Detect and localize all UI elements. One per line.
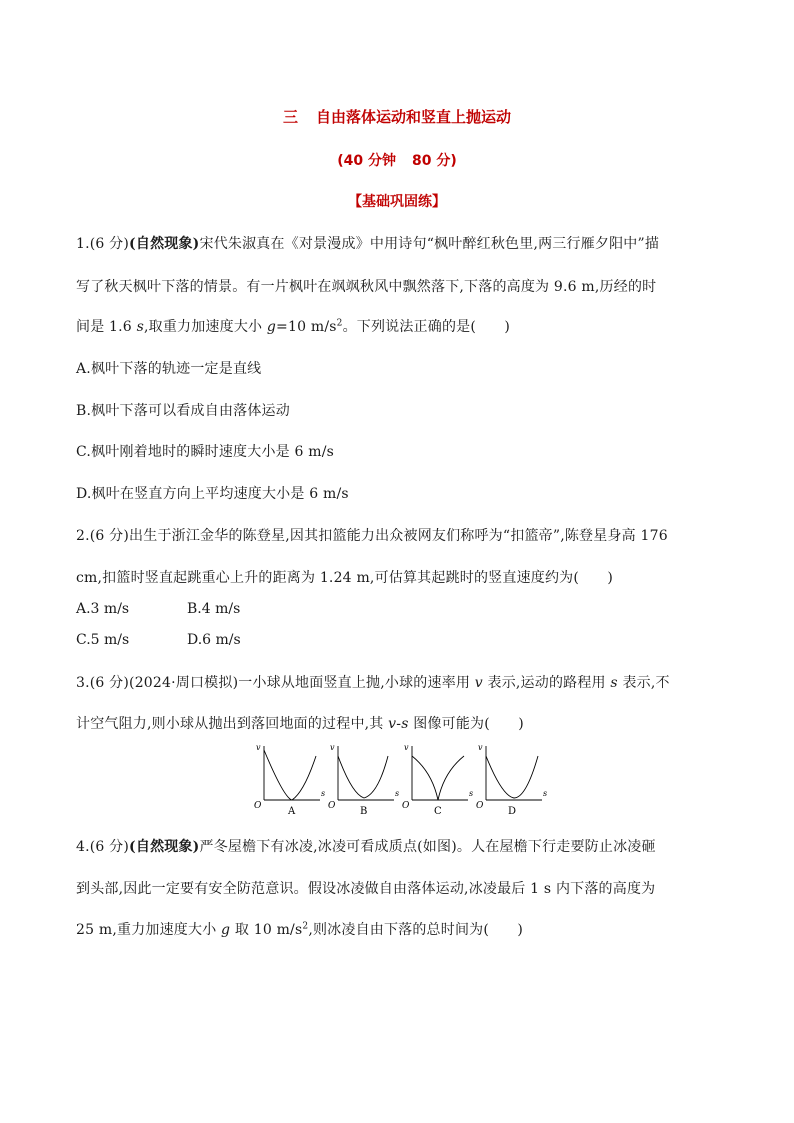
q3-text-1a: 3.(6 分)(2024·周口模拟)一小球从地面竖直上抛,小球的速率用 xyxy=(76,675,475,691)
graph-d-origin: O xyxy=(476,801,484,811)
q3-line-1 xyxy=(76,672,670,692)
graph-a[interactable] xyxy=(254,743,325,817)
graph-c-s-label: s xyxy=(469,789,474,798)
q1-line-3 xyxy=(76,316,510,336)
graph-a-v-label: v xyxy=(256,743,261,752)
graph-a-letter: A xyxy=(288,806,296,817)
q4-tag: (自然现象) xyxy=(129,839,200,855)
q3-text-2a: 计空气阻力,则小球从抛出到落回地面的过程中,其 xyxy=(76,716,389,732)
q1-var-s: s xyxy=(136,319,144,335)
q1-prefix: 1.(6 分) xyxy=(76,236,130,252)
graph-a-curve xyxy=(264,750,316,800)
graph-d-letter: D xyxy=(508,806,517,817)
q1-option-d[interactable]: D.枫叶在竖直方向上平均速度大小是 6 m/s xyxy=(76,486,349,502)
q4-line-2: 到头部,因此一定要有安全防范意识。假设冰凌做自由落体运动,冰凌最后 1 s 内下落的高度为 xyxy=(76,881,656,897)
q1-tag: (自然现象) xyxy=(129,236,200,252)
graph-d-s-label: s xyxy=(543,789,548,798)
total-score: 80 分) xyxy=(412,153,457,169)
graph-b-v-label: v xyxy=(330,743,335,752)
q2-option-a[interactable]: A.3 m/s xyxy=(76,601,130,617)
q3-graphs-svg xyxy=(250,742,550,818)
q3-text-1b: 表示,运动的路程用 xyxy=(482,675,611,691)
graph-b[interactable] xyxy=(328,743,399,817)
time-score-line xyxy=(0,150,794,170)
q1-option-c[interactable]: C.枫叶刚着地时的瞬时速度大小是 6 m/s xyxy=(76,444,335,460)
section-heading: 【基础巩固练】 xyxy=(348,194,446,210)
graph-c-origin: O xyxy=(402,801,410,811)
q1-text-3a: 间是 1.6 xyxy=(76,319,137,335)
q2-line-1: 2.(6 分)出生于浙江金华的陈登星,因其扣篮能力出众被网友们称呼为“扣篮帝”,陈登星身高 176 xyxy=(76,528,668,544)
graph-b-letter: B xyxy=(360,806,368,817)
lesson-title xyxy=(0,106,794,127)
q1-line-2: 写了秋天枫叶下落的情景。有一片枫叶在飒飒秋风中飘然落下,下落的高度为 9.6 m,历经的时 xyxy=(76,279,657,295)
graph-a-s-label: s xyxy=(321,789,326,798)
q3-text-1c: 表示,不 xyxy=(617,675,670,691)
q1-text-3d: 。下列说法正确的是( ) xyxy=(342,319,511,335)
q4-text-3b: 取 10 m/s xyxy=(230,922,303,938)
q4-prefix: 4.(6 分) xyxy=(76,839,130,855)
q3-line-2 xyxy=(76,713,524,733)
time-limit: (40 分钟 xyxy=(337,153,396,169)
graph-c[interactable] xyxy=(402,743,473,817)
q4-line-3 xyxy=(76,919,523,939)
q2-option-d[interactable]: D.6 m/s xyxy=(187,632,241,648)
graph-a-origin: O xyxy=(254,801,262,811)
q1-superscript: 2 xyxy=(336,318,343,329)
q2-option-b[interactable]: B.4 m/s xyxy=(187,601,241,617)
q4-line-1 xyxy=(76,836,656,856)
q4-text-1: 严冬屋檐下有冰凌,冰凌可看成质点(如图)。人在屋檐下行走要防止冰凌砸 xyxy=(199,839,656,855)
q3-var-vs: v-s xyxy=(388,716,409,732)
lesson-title-text: 自由落体运动和竖直上抛运动 xyxy=(316,108,512,126)
q4-superscript: 2 xyxy=(302,921,309,932)
graph-c-curve xyxy=(412,756,464,800)
q1-option-a[interactable]: A.枫叶下落的轨迹一定是直线 xyxy=(76,361,262,377)
lesson-number: 三 xyxy=(282,108,298,126)
graph-b-curve xyxy=(338,756,388,798)
graph-d[interactable] xyxy=(476,743,547,817)
q1-text-3c: =10 m/s xyxy=(276,319,337,335)
graph-b-origin: O xyxy=(328,801,336,811)
q3-var-s: s xyxy=(610,675,618,691)
q2-option-c[interactable]: C.5 m/s xyxy=(76,632,130,648)
q4-var-g: g xyxy=(221,922,231,938)
q1-option-b[interactable]: B.枫叶下落可以看成自由落体运动 xyxy=(76,403,290,419)
q1-text-1: 宋代朱淑真在《对景漫成》中用诗句“枫叶醉红秋色里,两三行雁夕阳中”描 xyxy=(199,236,660,252)
q3-text-2b: 图像可能为( ) xyxy=(408,716,524,732)
graph-c-letter: C xyxy=(434,806,442,817)
q1-var-g: g xyxy=(266,319,277,335)
q2-line-2: cm,扣篮时竖直起跳重心上升的距离为 1.24 m,可估算其起跳时的竖直速度约为( ) xyxy=(76,570,614,586)
graph-b-s-label: s xyxy=(395,789,400,798)
graph-d-v-label: v xyxy=(478,743,483,752)
q3-vs-graphs xyxy=(250,742,550,822)
q1-text-3b: ,取重力加速度大小 xyxy=(143,319,267,335)
graph-d-curve xyxy=(486,756,538,798)
q4-text-3a: 25 m,重力加速度大小 xyxy=(76,922,222,938)
q4-text-3c: ,则冰凌自由下落的总时间为( ) xyxy=(308,922,524,938)
q3-var-v: v xyxy=(474,675,483,691)
graph-c-v-label: v xyxy=(404,743,409,752)
q1-line-1 xyxy=(76,233,659,253)
